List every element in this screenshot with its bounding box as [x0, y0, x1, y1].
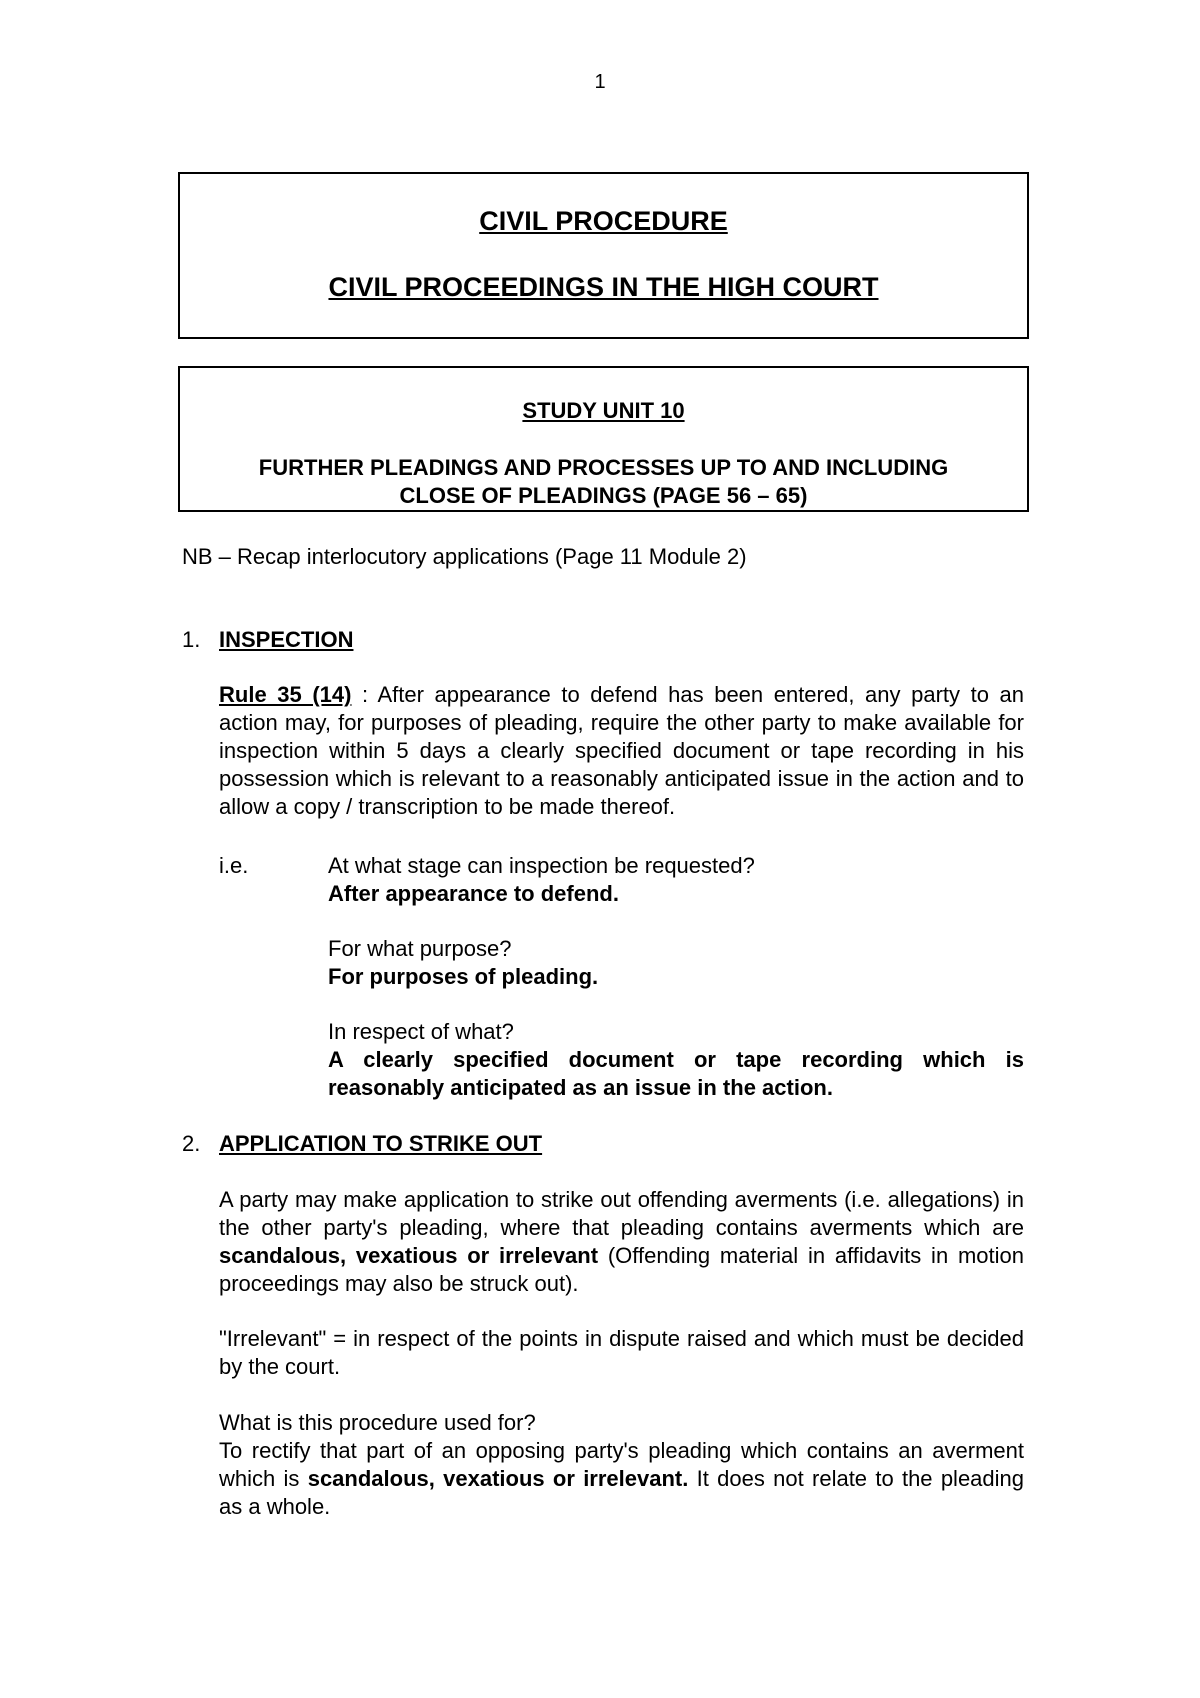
question: For what purpose? — [328, 936, 512, 961]
strike-out-paragraph — [219, 1186, 1024, 1298]
study-unit-heading — [178, 454, 1029, 510]
question: In respect of what? — [328, 1019, 514, 1044]
study-unit-label: STUDY UNIT 10 — [522, 398, 685, 423]
text-run: A party may make application to strike out offending averments (i.e. allegations) in the other party's pleading, where that pleading contains averments which are — [219, 1187, 1024, 1240]
text-run: To rectify that part of an opposing party's pleading which contains an averment which is — [219, 1438, 1024, 1491]
page-number: 1 — [594, 71, 606, 93]
section-heading: INSPECTION — [219, 627, 354, 652]
text-run: It does not relate to the pleading as a whole. — [219, 1466, 1025, 1519]
procedure-answer — [219, 1437, 1024, 1521]
document-title: CIVIL PROCEDURE — [479, 206, 728, 236]
procedure-question: What is this procedure used for? — [219, 1410, 536, 1435]
title-box — [178, 172, 1029, 339]
rule-label: Rule 35 (14) — [219, 682, 352, 707]
section-number: 1. — [182, 627, 201, 652]
ie-label: i.e. — [219, 853, 249, 878]
document-subtitle: CIVIL PROCEEDINGS IN THE HIGH COURT — [328, 272, 879, 302]
section-number: 2. — [182, 1131, 201, 1156]
bold-run: scandalous, vexatious or irrelevant. — [307, 1466, 689, 1491]
study-unit-heading-line1: FURTHER PLEADINGS AND PROCESSES UP TO AND INCLUDING — [258, 455, 949, 480]
section-heading: APPLICATION TO STRIKE OUT — [219, 1131, 543, 1156]
study-unit-heading-line2: CLOSE OF PLEADINGS (PAGE 56 – 65) — [399, 483, 808, 508]
text-run: (Offending material in affidavits in motion proceedings may also be struck out). — [219, 1243, 1024, 1296]
bold-run: scandalous, vexatious or irrelevant — [219, 1243, 599, 1268]
rule-paragraph — [219, 681, 1024, 821]
answer: After appearance to defend. — [328, 881, 619, 906]
rule-text: : After appearance to defend has been entered, any party to an action may, for purposes of pleading, require the other party to make available for inspection within 5 days a clearly specified document or tape recording in his possession which is relevant to a reasonably anticipated issue in the action and to allow a copy / transcription to be made thereof. — [219, 682, 1024, 819]
irrelevant-definition: "Irrelevant" = in respect of the points in dispute raised and which must be decided by the court. — [219, 1326, 1024, 1379]
nb-note: NB – Recap interlocutory applications (Page 11 Module 2) — [182, 544, 747, 569]
answer: For purposes of pleading. — [328, 964, 599, 989]
answer: A clearly specified document or tape recording which is reasonably anticipated as an issue in the action. — [328, 1047, 1024, 1100]
question: At what stage can inspection be requested? — [328, 853, 755, 878]
